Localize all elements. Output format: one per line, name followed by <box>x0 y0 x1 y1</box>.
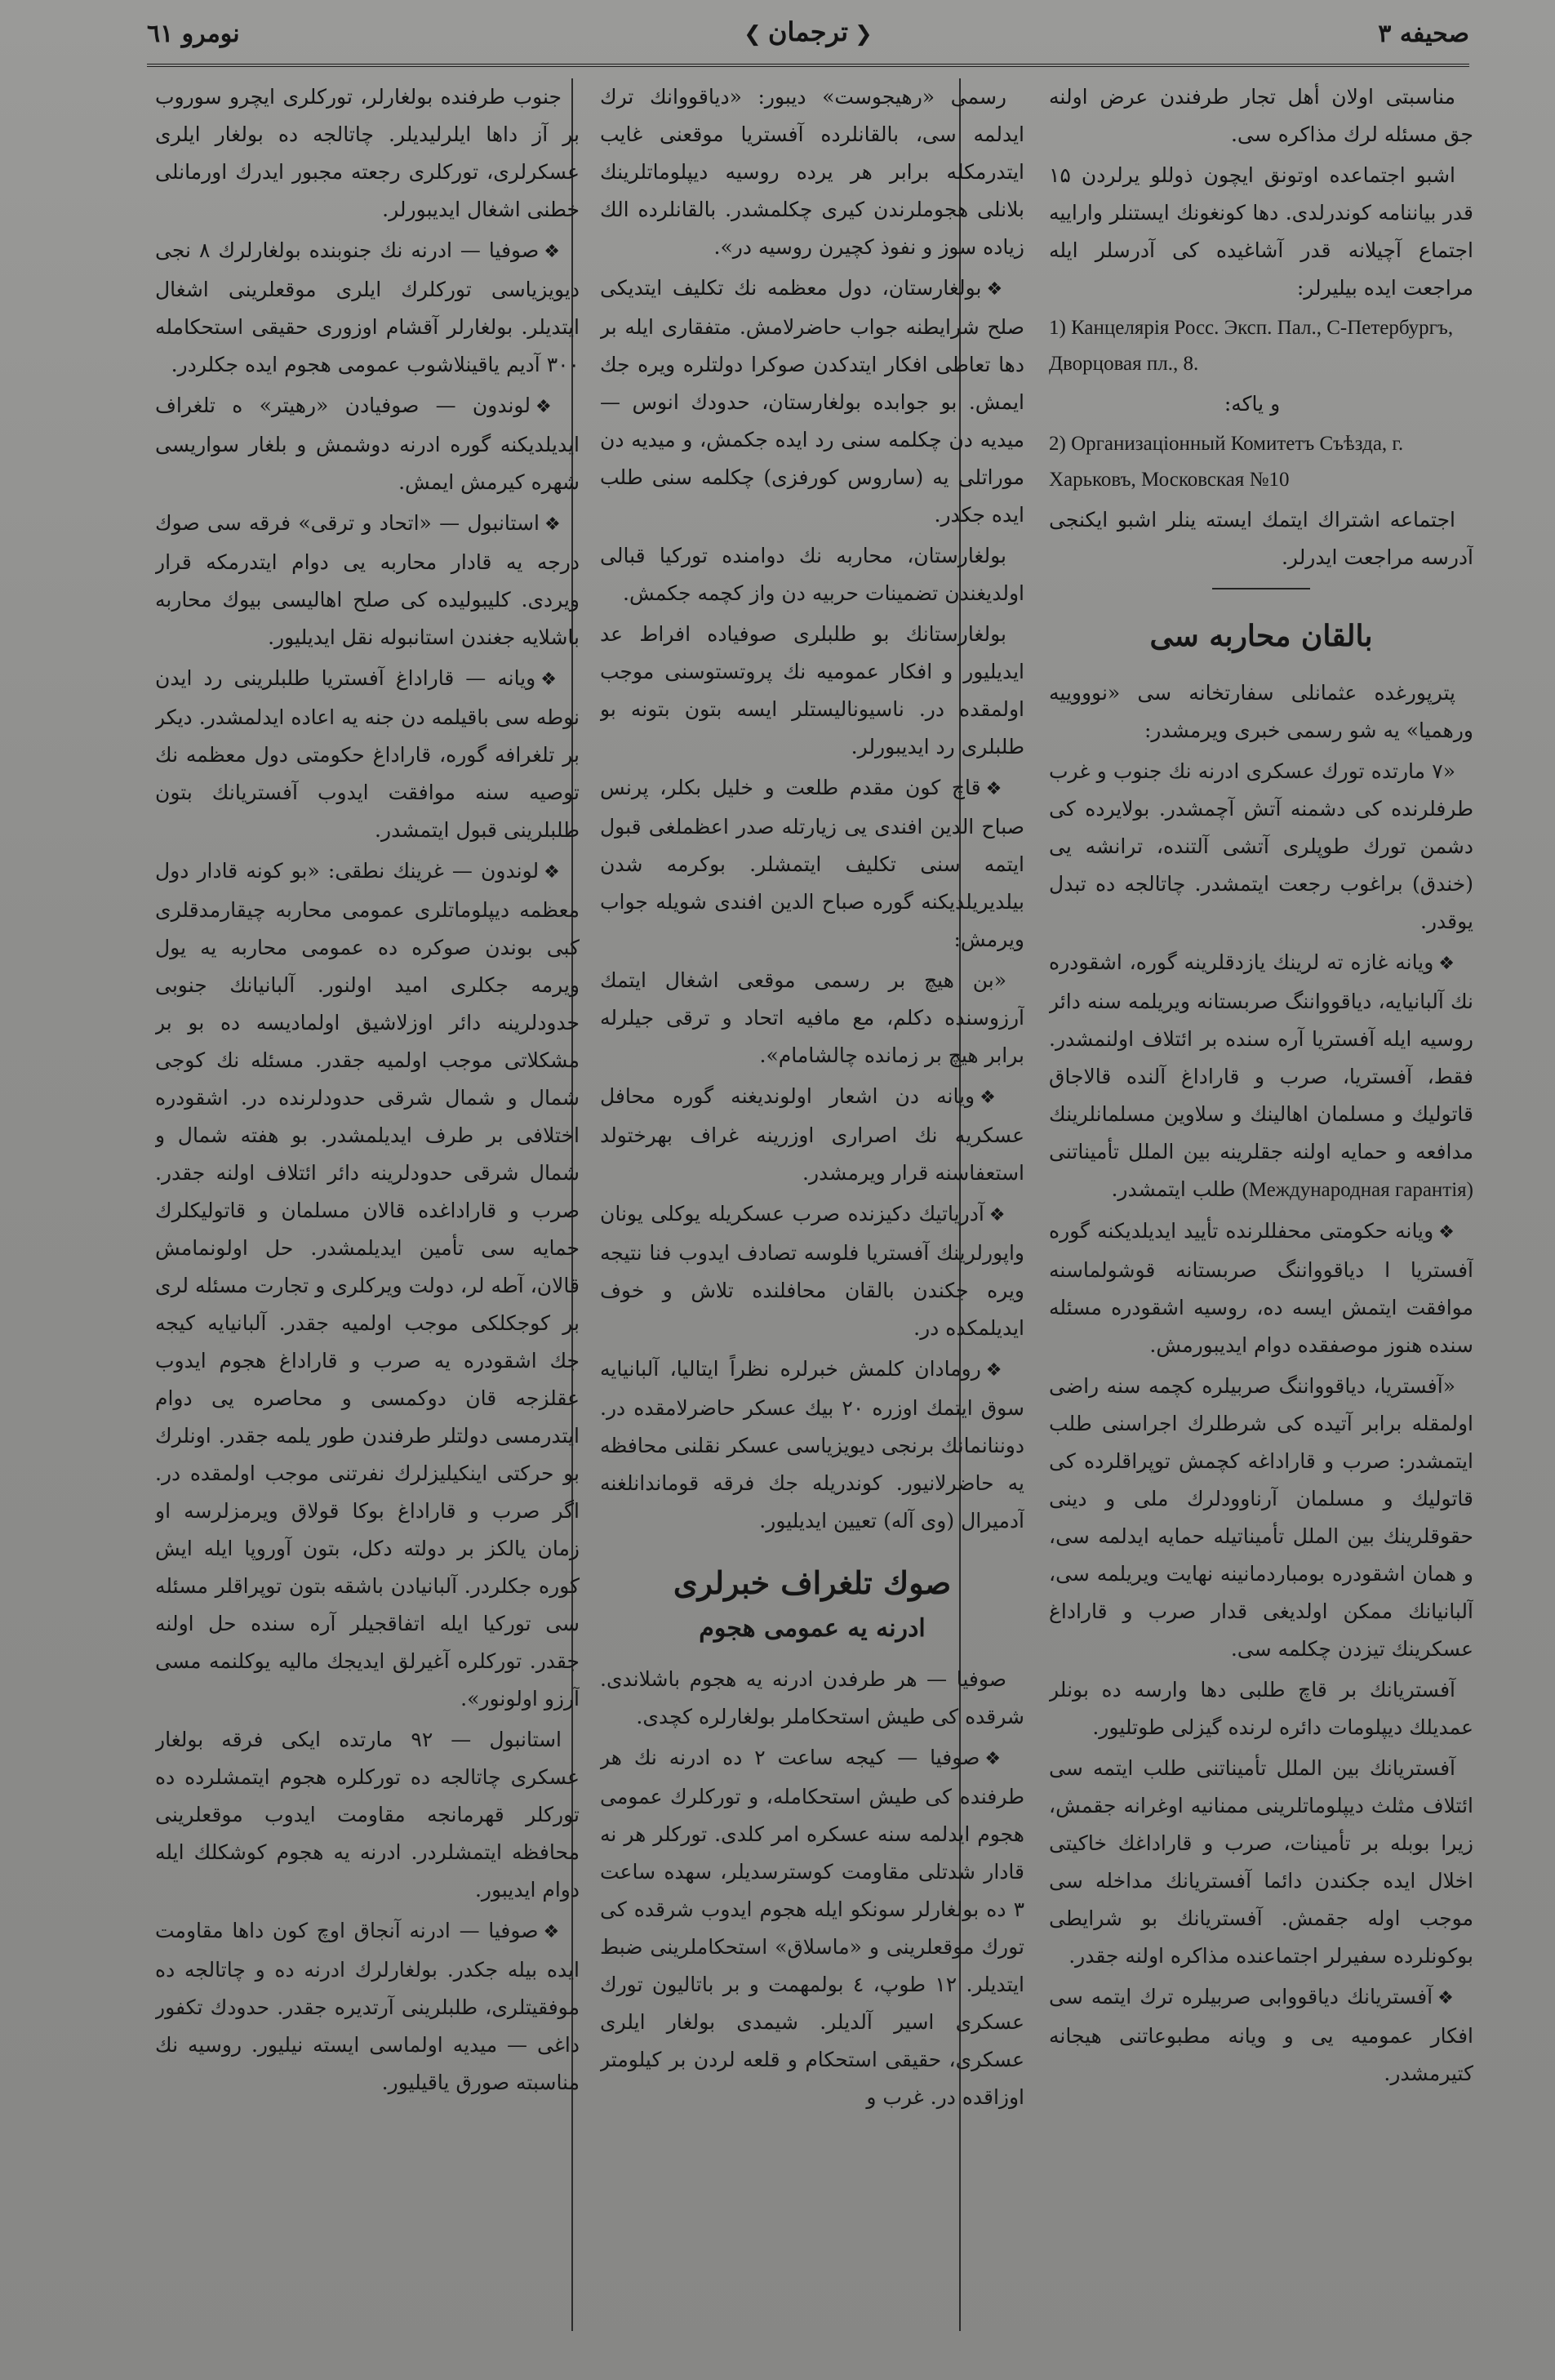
paragraph: اجتماعه اشتراك ایتمك ایسته ینلر اشبو ایکنجی آدرسه مراجعت ایدرلر. <box>1049 508 1473 569</box>
fleuron-icon: ❖ <box>544 242 562 262</box>
paragraph-text: ویانه — قاراداغ آفستریا طلبلرینی رد ایدن نوطه سی باقیلمه دن جنه یه اعاده ایدلمشدر. دیکر بر تلغرافه گوره، قاراداغ حکومتی دول معظمه نك توصیه سنه موافقت ایدوب آفستریانك بتون طلبلرینی قبول ایتمشدر. <box>155 666 580 842</box>
fleuron-icon: ❖ <box>980 1088 1006 1108</box>
paragraph-text: استانبول — «اتحاد و ترقی» فرقه سی صوك درجه یه قادار محاربه یی دوام ایتدرمکه قرار ویردی. کلیبولیده کی صلح اهالیسی بیوك محاربه باشلایه جغندن استانبوله نقل ایدیلیور. <box>155 511 580 649</box>
paragraph-text: طلب ایتمشدر. <box>1111 1177 1236 1201</box>
sub-title: ادرنه یه عمومی هجوم <box>699 1614 926 1643</box>
masthead <box>737 16 879 47</box>
paragraph <box>155 387 580 501</box>
paragraph: مناسبتی اولان أهل تجار طرفندن عرض اولنه جق مسئله لرك مذاكره سی. <box>1049 85 1473 146</box>
paragraph-text: ویانه حکومتی محفللرنده تأیید ایدیلدیکنه گوره آفستریا ا دیاقوواننگ صربستانه قوشولماسنه موافقت ایتمش ایسه ده، روسیه اشقودره مسئله سنده هنوز موصفقده دوام ایدیبورمش. <box>1049 1219 1473 1357</box>
paragraph: «آفستریا، دیاقوواننگ صربیلره کچمه سنه راضی اولمقله برابر آتیده کی شرطلرك اجراسنی طلب ایتمشدر: صرب و قاراداغه کچمش توپراقلرده کی قاتولیك و مسلمان آرناوودلرك ملی و دینی حقوقلرینك بین الملل تأمیناتیله حمایه ایدلمه سی، و همان اشقودره بومباردمانینه نهایت ویریلمه سی، آلبانیانك ممکن اولدیغی قدار صرب و قاراداغ عسكرینك تیزدن چکلمه سی. <box>1049 1374 1473 1661</box>
fleuron-icon: ❖ <box>535 397 562 417</box>
header-rule <box>147 64 1469 67</box>
column-right <box>1049 78 1473 2347</box>
foreign-phrase: (Международная гарантія) <box>1242 1179 1473 1201</box>
paragraph <box>600 1350 1024 1540</box>
paragraph <box>600 769 1024 959</box>
fleuron-icon: ❖ <box>984 1749 1006 1769</box>
paragraph <box>1049 1978 1473 2093</box>
fleuron-icon: ❖ <box>985 1360 1006 1381</box>
paragraph <box>155 505 580 656</box>
paragraph <box>600 1195 1024 1347</box>
fleuron-icon: ❖ <box>989 1205 1006 1226</box>
paragraph: استانبول — ۹۲ مارتده ایکی فرقه بولغار عسكری چاتالجه ده تورکلره هجوم ایتمشلرده ده تورکلر قهرمانجه مقاومت ایدوب موقعلرینی محافظه ایتمشلردر. ادرنه یه هجوم کوشکلك ایله دوام ایدیبور. <box>155 1728 580 1902</box>
paragraph <box>1049 944 1473 1209</box>
paragraph: رسمی «رهیجوست» دیبور: «دیاقووانك ترك ایدلمه سی، بالقانلرده آفستریا موقعنی غایب ایتدرمکله برابر هر یرده روسیه دیپلوماتلرینك بلانلی هجوملرندن کیری چکلمشدر. بالقانلرده الك زیاده سوز و نفوذ کچیرن روسیه در». <box>600 85 1024 259</box>
conjunction: و یاکه: <box>1224 392 1281 416</box>
paragraph <box>1049 1212 1473 1364</box>
paragraph-text: لوندون — صوفیادن «رهیتر» ه تلغراف ایدیلدیکنه گوره ادرنه دوشمش و بلغار سواریسی شهره کیرمش ایمش. <box>155 394 580 494</box>
paragraph-text: صوفیا — ادرنه آنجاق اوچ کون داها مقاومت ایده بیله جکدر. بولغارلرك ادرنه ده و چاتالجه ده موفقیتلری، طلبلرینی آرتدیره جقدر. حدودك تکفور داغی — میدیه اولماسی ایسته نیلیور. روسیه نك مناسبته صورق یاقیلیور. <box>155 1919 580 2094</box>
issue-number: نومرو ٦١ <box>147 20 240 48</box>
address-line: 1) Канцелярія Росс. Эксп. Пал., С-Петербургъ, Дворцовая пл., 8. <box>1049 317 1454 375</box>
paragraph-text: صوفیا — کیجه ساعت ۲ ده ادرنه نك هر طرفنده کی طیش استحکامله، و تورکلرك عمومی هجوم ایدلمه سنه عسكره امر کلدی. تورکلر هر نه قادار شدتلی مقاومت کوسترسدیلر، سهده ساعت ۳ ده بولغارلر سونکو ایله هجوم ایدوب شرقده کی تورك موقعلرینی و «ماسلاق» استحکاملرینی ضبط ایتدیلر. ۱۲ طوپ، ٤ بولمهمت و بر باتالیون تورك عسكری اسیر آلدیلر. شیمدی بولغار ایلری عسكری، حقیقی استحكام و قلعه لردن بر کیلومتر اوزاقده در. غرب و <box>600 1746 1024 2109</box>
paragraph-text: صوفیا — ادرنه نك جنوبنده بولغارلرك ۸ نجی دیویزیاسی تورکلرك ایلری موقعلرینی اشغال ایتدیلر. بولغارلر آقشام اوزوری حقیقی استحکامله ۳۰۰ آدیم یاقینلاشوب عمومی هجوم ایده جکلردر. <box>155 238 580 376</box>
column-left <box>155 78 580 2347</box>
paragraph <box>155 660 580 849</box>
paragraph <box>600 1739 1024 2116</box>
paragraph: «۷ مارتده تورك عسكری ادرنه نك جنوب و غرب طرفلرنده كی دشمنه آتش آچمشدر. بولایرده کی دشمن تورك طوپلری آتشی آلتنده، ترانشه یی (خندق) براغوب رجعت ایتمشدر. چاتالجه ده تبدل یوقدر. <box>1049 759 1473 933</box>
paragraph <box>600 1078 1024 1192</box>
paragraph-text: لوندون — غرینك نطقی: «بو کونه قادار دول معظمه دیپلوماتلری عمومی محاربه چیقارمدقلری کبی بوندن صوکره ده عمومی محاربه یه یول ویرمه جکلری امید اولنور. آلبانیانك جنوبی حدودلرینه دائر اوزلاشیق اولمادیسه ده بو بر مشکلاتی موجب اولمیه جقدر. مسئله نك کوجی شمال و شمال شرقی حدودلرنده در. اشقودره اختلافی بر طرف ایدیلمشدر. بو هفته شمال و شمال شرقی حدودلرینه دائر ائتلاف اولنه جقدر. صرب و قاراداغده قالان مسلمان و قاتولیكلرك حمایه سی تأمین ایدیلمشدر. حل اولونمامش قالان، آطه لر، دولت ویرکلری و تجارت مسئله لری بر کوجکلکی موجب اولمیه جقدر. آلبانیایه کیجه جك اشقودره یه صرب و قاراداغ هجوم ایدوب عقلزجه قان دوکمسی و محاصره یی دوام ایتدرمسی دولتلر طرفندن طور یلمه جقدر. اونلرك بو حرکتی اینکیلیزلرك نفرتنی موجب اولمقده در. اگر صرب و قاراداغ بوکا قولاق ویرمزلرسه او زمان یالکز بر دولته دکل، بتون آوروپا ایله ایش کوره جکلردر. آلبانیادن باشقه بتون توپراقلر مسئله سی تورکیا ایله اتفاقجیلر آره سنده حل اولنه جقدر. تورکلره آغیرلق ایدیجك مالیه یوکلنمه مسی آرزو اولونور». <box>155 859 580 1710</box>
fleuron-icon: ❖ <box>544 514 562 535</box>
fleuron-icon: ❖ <box>986 279 1006 300</box>
paragraph-text: آفستریانك دیاقووابی صربیلره ترك ایتمه سی افكار عمومیه یی و ویانه مطبوعاتنی هیجانه کتیرمشدر. <box>1049 1985 1473 2085</box>
fleuron-icon: ❖ <box>985 779 1006 799</box>
fleuron-icon: ❖ <box>540 670 562 690</box>
fleuron-icon: ❖ <box>543 1922 562 1942</box>
ornament-right-icon: ❮ <box>855 22 873 47</box>
page-header <box>147 15 1469 65</box>
paragraph-text: ویانه غازه ته لرینك یازدقلرینه گوره، اشقودره نك آلبانیایه، دیاقوواننگ صربستانه ویریلمه سنه دائر روسیه ایله آفستریا آره سنده بر ائتلاف اولنمشدر. فقط، آفستریا، صرب و قاراداغ آلنده قالاجاق قاتولیك و مسلمان اهالینك و سلاوین مسلمانلرینك مدافعه و حمایه اولنه جقلرینه بین الملل تأمیناتنی <box>1049 950 1473 1163</box>
paragraph: آفستریانك بین الملل تأمیناتنی طلب ایتمه سی ائتلاف مثلث دیپلوماتلرینی ممنانیه اوغرانه جقمش، زیرا بوبله بر تأمینات، صرب و قاراداغك خاکیتی اخلال ایده جکندن دائما آفستریانك مداخله سی موجب اوله جقمش. آفستریانك بو شرایطی بوکونلرده سفیرلر اجتماعنده مذاکره اولنه جقدر. <box>1049 1756 1473 1968</box>
paper-name: ترجمان <box>767 16 849 47</box>
divider <box>1212 588 1310 589</box>
paragraph: اشبو اجتماعده اوتونق ایچون ذوللو یرلردن ۱۵ قدر بیاننامه کوندرلدی. دها کونغونك ایستنلر واراییه اجتماع آچیلانه قدر آشاغیده کی آدرسلر ایله مراجعت ایده بیلیرلر: <box>1049 163 1473 300</box>
paragraph <box>155 852 580 1718</box>
ornament-left-icon: ❯ <box>744 22 762 47</box>
paragraph <box>155 232 580 384</box>
paragraph-text: قاچ کون مقدم طلعت و خلیل بکلر، پرنس صباح الدین افندی یی زیارتله صدر اعظملغی قبول ایتمه سنی تكلیف ایتمشلر. بوکرمه شدن بیلدیریلدیکنه گوره صباح الدین افندی شویله جواب ویرمش: <box>600 776 1024 951</box>
fleuron-icon: ❖ <box>1437 1988 1455 2009</box>
paragraph <box>600 269 1024 534</box>
paragraph-text: بولغارستان، دول معظمه نك تكلیف ایتدیکی صلح شرایطنه جواب حاضرلامش. متفقاری ایله بر دها تعاطی افكار ایتدکدن صوکرا دولتلره ویره جك ایمش. بو جوابده بولغارستان، حدودك انوس — میدیه دن چکلمه سنی رد ایده جکمش، و میدیه دن موراتلی یه (ساروس کورفزی) چکلمه سنی طلب ایده جکدر. <box>600 276 1024 527</box>
paragraph <box>155 1912 580 2102</box>
paragraph: «بن هیچ بر رسمی موقعی اشغال ایتمك آرزوسنده دکلم، مع مافیه اتحاد و ترقی جیلرله برابر هیچ بر زمانده چالشامام». <box>600 968 1024 1067</box>
fleuron-icon: ❖ <box>544 862 562 883</box>
fleuron-icon: ❖ <box>1438 1222 1455 1243</box>
section-title: بالقان محاربه سی <box>1149 619 1373 653</box>
news-banner: صوك تلغراف خبرلری <box>673 1564 952 1601</box>
paragraph-text: ویانه دن اشعار اولوندیغنه گوره محافل عسكریه نك اصراری اوزرینه غراف بهرختولد استعفاسنه قرار ویرمشدر. <box>600 1084 1024 1185</box>
fleuron-icon: ❖ <box>1438 954 1455 974</box>
page-label: صحیفه ۳ <box>1378 20 1469 48</box>
paragraph-text: آدریاتیك دکیزنده صرب عسكریله یوکلی یونان واپورلرینك آفستریا فلوسه تصادف ایدوب فنا نتیجه ویره جکندن بالقان محافلنده تلاش و خوف ایدیلمکده در. <box>600 1202 1024 1340</box>
paragraph: بولغارستان، محاربه نك دوامنده تورکیا قبالی اولدیغندن تضمینات حربیه دن واز کچمه جکمش. <box>600 544 1024 605</box>
paragraph: جنوب طرفنده بولغارلر، تورکلری ایچرو سوروب بر آز داها ایلرلیدیلر. چاتالجه ده بولغار ایلری عسكرلری، تورکلری رجعته مجبور ایدرك اورمانلی خطنی اشغال ایدیبورلر. <box>155 85 580 221</box>
paragraph: آفستریانك بر قاچ طلبی دها وارسه ده بونلر عمدیلك دیپلومات دائره لرنده گیزلی طوتلیور. <box>1049 1678 1473 1739</box>
paragraph: پترپورغده عثمانلی سفارتخانه سی «نوووییه ورهمیا» یه شو رسمی خبری ویرمشدر: <box>1049 681 1473 742</box>
paragraph-text: رومادان کلمش خبرلره نظراً ایتالیا، آلبانیایه سوق ایتمك اوزره ۲۰ بیك عسكر حاضرلامقده در. دوننانمانك برنجی دیویزیاسی عسكر نقلنی محافظه یه حاضرلانیور. کوندریله جك فرقه قوماندانلغنه آدمیرال (وی آله) تعیین ایدیلیور. <box>600 1357 1024 1533</box>
address-line: 2) Организаціонный Комитетъ Съѣзда, г. Харьковъ, Московская №10 <box>1049 433 1404 491</box>
paragraph: صوفیا — هر طرفدن ادرنه یه هجوم باشلاندی. شرقده کی طیش استحکاملر بولغارلره کچدی. <box>600 1667 1024 1728</box>
paragraph: بولغارستانك بو طلبلری صوفیاده افراط عد ایدیلیور و افكار عمومیه نك پروتستوسنی موجب اولمقده در. ناسیونالیستلر ایسه بتون بتونه بو طلبلری رد ایدیبورلر. <box>600 622 1024 758</box>
column-middle <box>600 78 1024 2347</box>
